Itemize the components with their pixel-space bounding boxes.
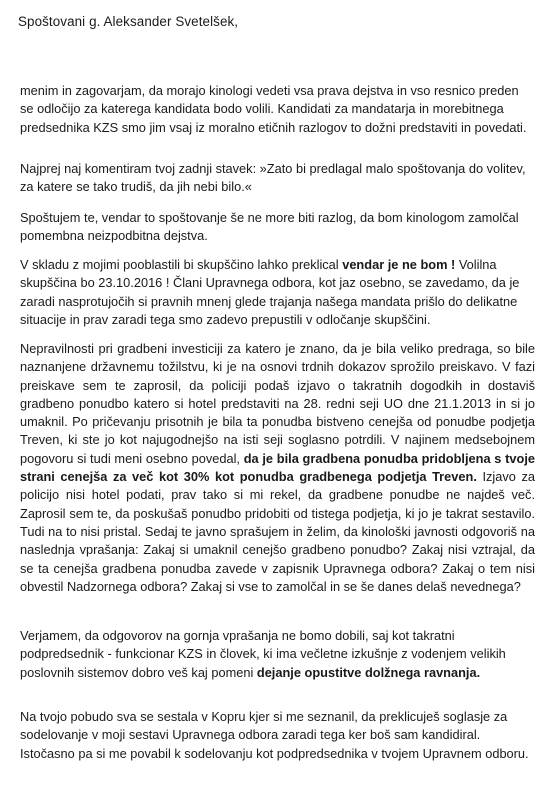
paragraph-investment-text-2: Izjavo za policijo nisi hotel podati, prav tako si mi rekel, da gradbene ponudbe ne najdeš več. Zaprosil sem te, da poskušaš ponudbo pridobiti od tistega podjetja, ki jo je takrat sestavilo. Tudi na to nisi pristal. Sedaj te javno sprašujem in želim, da kinološki javnosti odgovoriš na naslednja vprašanja: Zakaj si umaknil cenejšo gradbeno ponudbo? Zakaj nisi vztrajal, da se ta cenejša gradbena ponudba zavede v zapisnik Upravnega odbora? Zakaj o tem nisi obvestil Nadzornega odbora? Zakaj si vse to zamolčal in se še danes delaš nevednega? xyxy=(20,469,535,594)
paragraph-intro: menim in zagovarjam, da morajo kinologi vedeti vsa prava dejstva in vso resnico preden se odločijo za katerega kandidata bodo volili. Kandidati za mandatarja in morebitnega predsednika KZS smo jim vsaj iz moralno etičnih razlogov to dožni predstaviti in povedati. xyxy=(20,83,527,135)
paragraph-comment: Najprej naj komentiram tvoj zadnji stavek: »Zato bi predlagal malo spoštovanja do volitev, za katere se tako trudiš, da jih nebi bilo.« xyxy=(20,161,526,195)
paragraph-koper: Na tvojo pobudo sva se sestala v Kopru kjer si me seznanil, da preklicuješ soglasje za sodelovanje v moji sestavi Upravnega odbora zaradi tega ker boš sam kandidiral. Istočasno pa si me povabil k sodelovanju kot podpredsednika v tvojem Upravnem odboru. xyxy=(20,709,529,761)
paragraph-assembly xyxy=(20,256,535,329)
salutation: Spoštovani g. Aleksander Svetelšek, xyxy=(18,14,239,29)
paragraph-answers xyxy=(20,627,535,682)
paragraph-assembly-bold: vendar je ne bom ! xyxy=(342,257,456,272)
paragraph-respect: Spoštujem te, vendar to spoštovanje še ne more biti razlog, da bom kinologom zamolčal pomembna neizpodbitna dejstva. xyxy=(20,210,519,244)
paragraph-investment-text-1: Nepravilnosti pri gradbeni investiciji za katero je znano, da je bila veliko predraga, so bile naznanjene državnemu tožilstvu, ki je na osnovi trdnih dokazov sprožilo preiskavo. V fazi preiskave sem te zaprosil, da policiji podaš izjavo o takratnih dogodkih in dostaviš gradbeno ponudbo katero si hotel predstaviti na 28. redni seji UO dne 21.1.2013 in si jo umaknil. Po pričevanju prisotnih je bila ta ponudba bistveno cenejša od ponudbe podjetja Treven, ki ste jo kot najugodnejšo na isti seji soglasno potrdili. V najinem medsebojnem pogovoru si tudi meni osebno povedal, xyxy=(20,341,535,466)
paragraph-investment-bold: da je bila gradbena ponudba pridobljena s tvoje strani cenejša za več kot 30% kot ponudba gradbenega podjetja Treven. xyxy=(20,450,536,485)
paragraph-answers-text: Verjamem, da odgovorov na gornja vprašanja ne bomo dobili, saj kot takratni podpredsednik - funkcionar KZS in človek, ki ima večletne izkušnje z vodenjem velikih poslovnih sistemov dobro veš kaj pomeni xyxy=(20,628,506,680)
paragraph-answers-bold: dejanje opustitve dolžnega ravnanja. xyxy=(256,664,481,680)
paragraph-assembly-text-2: Volilna skupščina bo 23.10.2016 ! Člani Upravnega odbora, kot jaz osebno, se zavedamo, da je zaradi nasprotujočih si pravnih mnenj glede trajanja našega mandata prišlo do delikatne situacije in prav zaradi tega smo zadevo prepustili v odločanje skupščini. xyxy=(20,257,520,327)
paragraph-investment xyxy=(20,340,535,596)
paragraph-assembly-text-1: V skladu z mojimi pooblastili bi skupščino lahko preklical xyxy=(20,257,343,272)
